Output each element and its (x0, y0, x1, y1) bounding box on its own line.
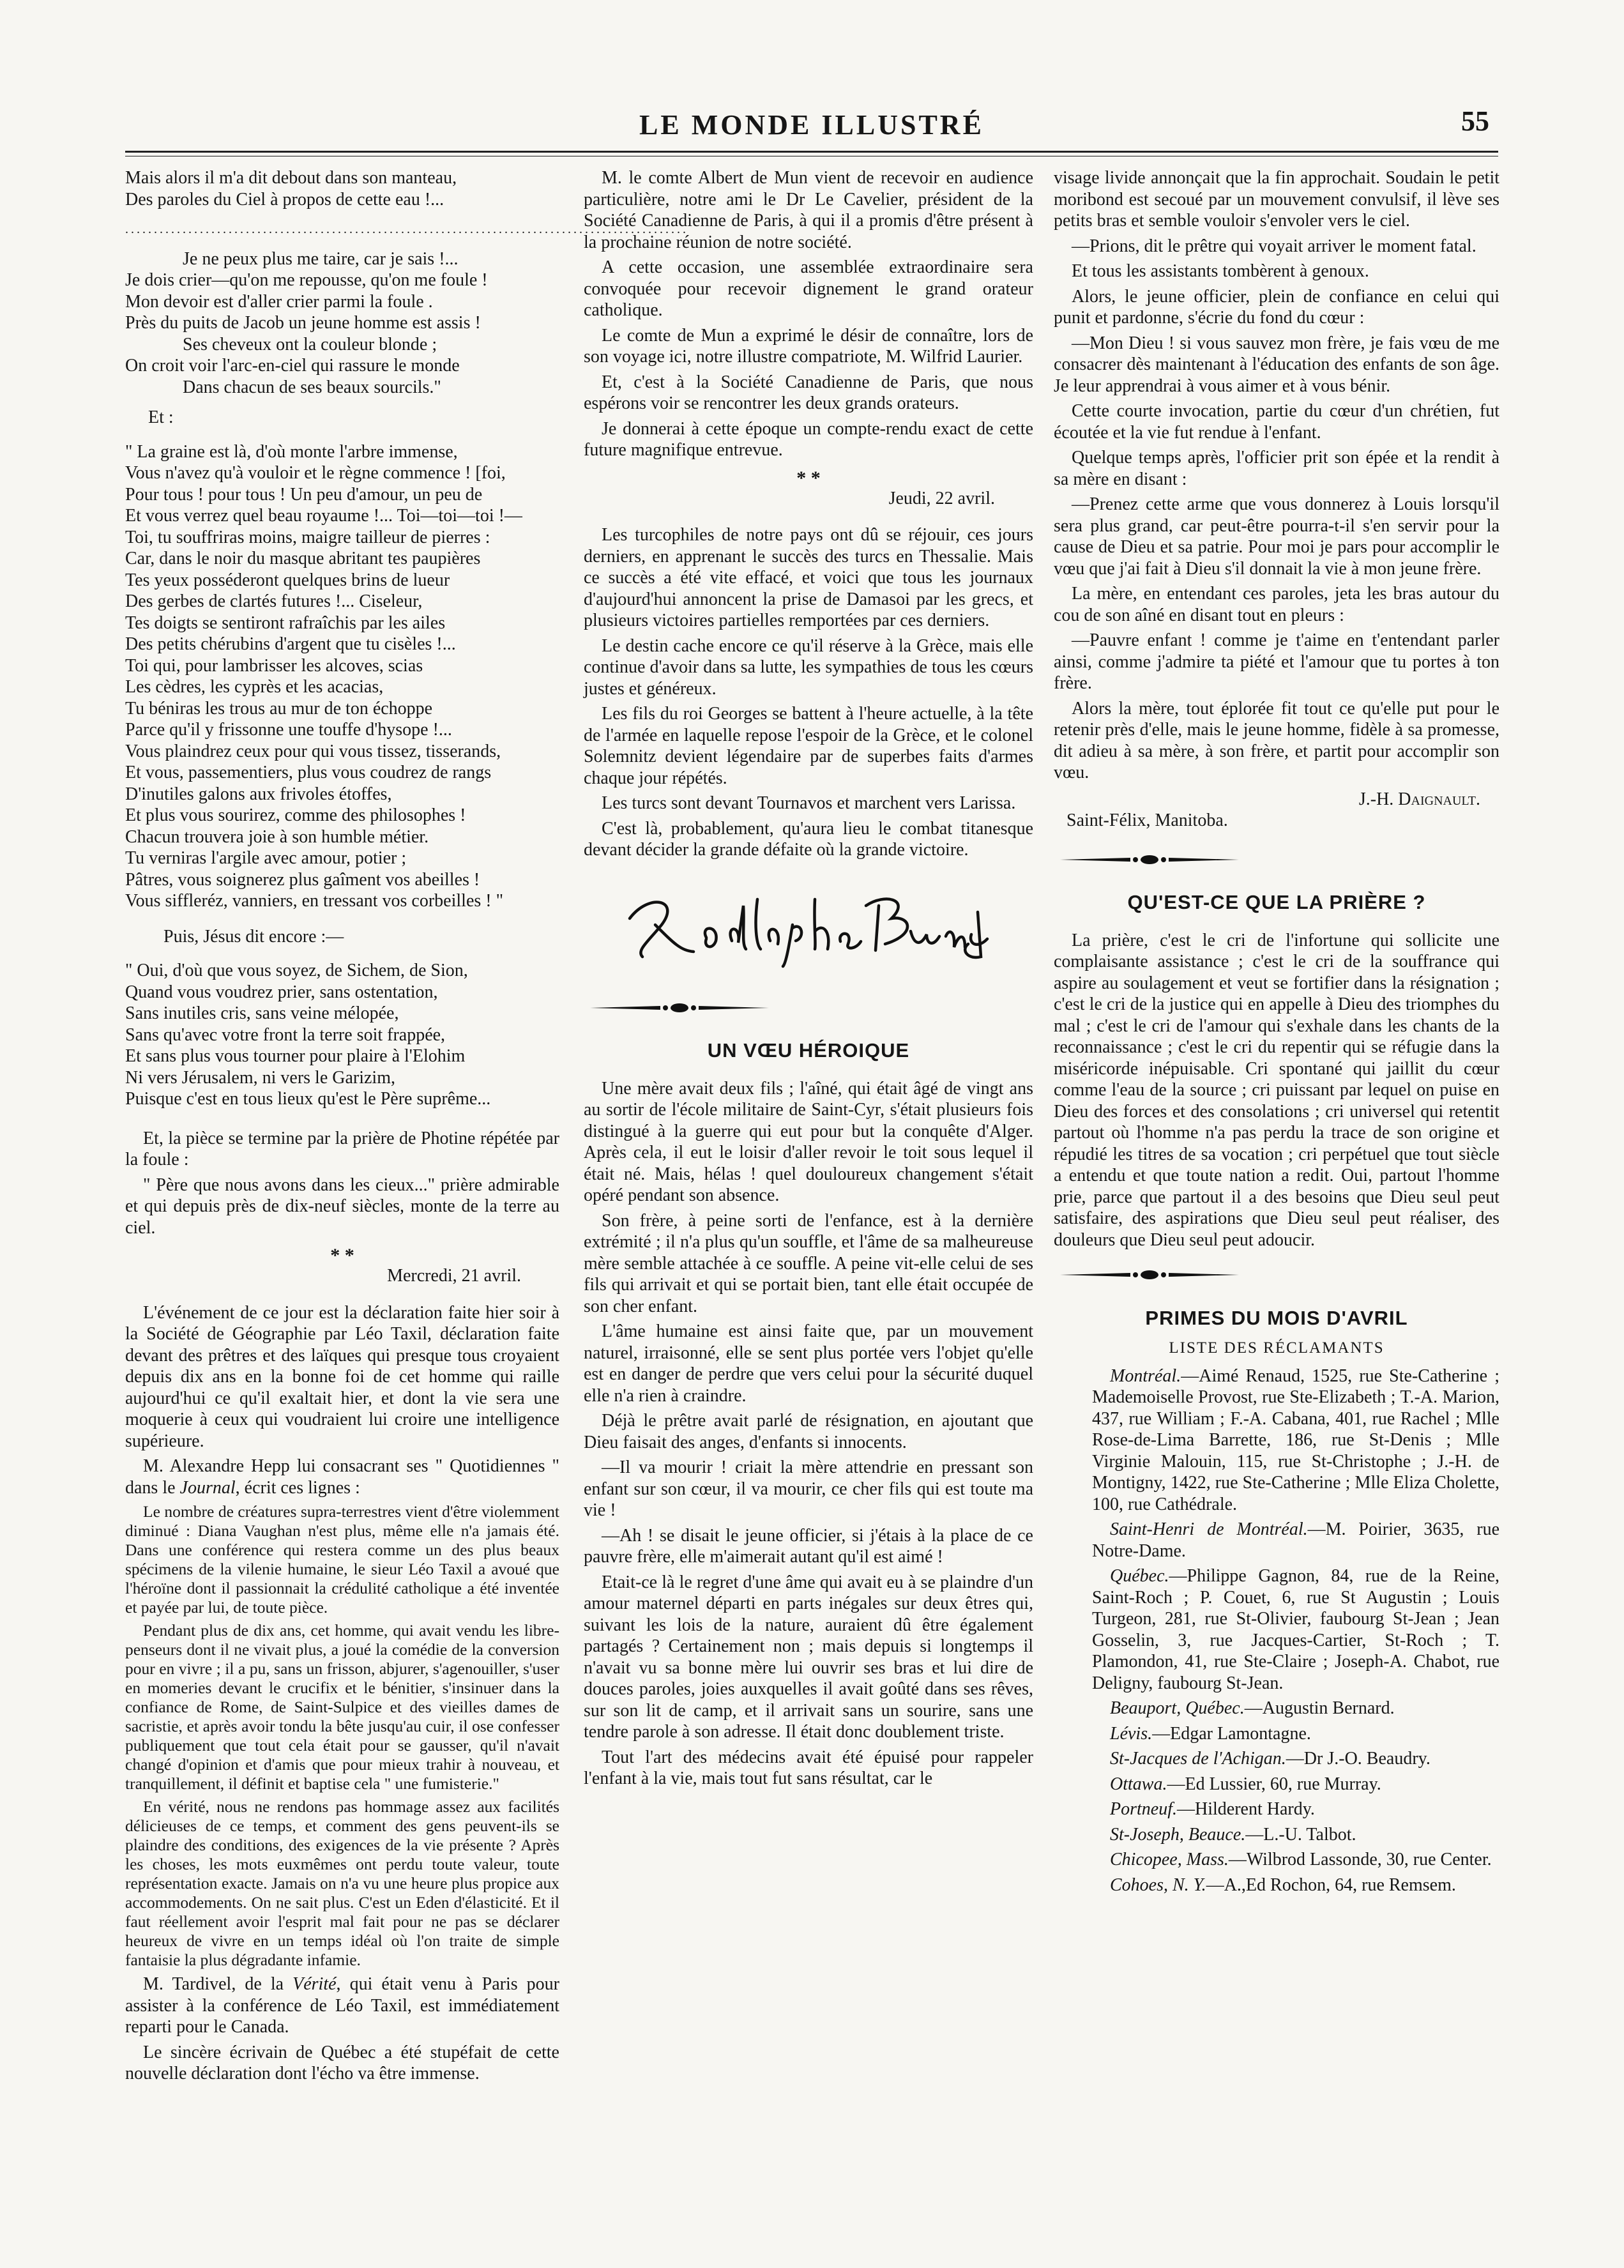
claim-location: Québec. (1110, 1566, 1169, 1586)
poem-excerpt-2 (125, 248, 559, 399)
paragraph: La prière, c'est le cri de l'infortune qui sollicite une complaisante assistance ; c'est le cri de la souffrance qui aspire au soulagement et veut se fortifier dans la résignation ; c'est le cri de la justice qui en appelle à Dieu des triomphes du mal ; c'est le cri de l'amour qui s'exhale dans les chants de la reconnaissance ; c'est le cri du repentir qui se réfugie dans la miséricorde inépuisable. Cri spontané qui jaillit du cœur comme l'eau de la source ; cri puissant par lequel on puise en Dieu des forces et des consolations ; cri universel qui retentit partout où l'homme n'a pas perdu la trace de son origine et répudié les titres de sa vocation ; cri perpétuel que tout siècle a entendu et que toute nation a redit. Oui, partout l'homme prie, parce que partout il a des besoins que Dieu seul peut satisfaire, des aspirations que Dieu seul peut réaliser, des douleurs que Dieu seul peut adoucir. (1054, 930, 1499, 1250)
paragraph: —Ah ! se disait le jeune officier, si j'étais à la place de ce pauvre frère, elle m'aimerait autant qu'il est aimé ! (584, 1525, 1033, 1567)
poem-line: Toi, tu souffriras moins, maigre tailleur de pierres : (125, 527, 490, 547)
poem-line: Ses cheveux ont la couleur blonde ; (183, 334, 437, 354)
article-subheading: LISTE DES RÉCLAMANTS (1169, 1339, 1385, 1357)
poem-line: Des petits chérubins d'argent que tu cisèles !... (125, 634, 456, 654)
claim-text: —M. Poirier, 3635, rue Notre-Dame. (1092, 1519, 1500, 1561)
claim-location: St-Joseph, Beauce. (1110, 1824, 1246, 1845)
section-stars: * * (330, 1245, 354, 1266)
paragraph: M. le comte Albert de Mun vient de recevoir en audience particulière, notre ami le Dr Le Cavelier, président de la Société Canadienne de Paris, à qui il a promis d'être présent à la prochaine réunion de notre société. (584, 168, 1033, 252)
ornament-divider (584, 1001, 775, 1014)
poem-line: Tu verniras l'argile avec amour, potier ; (125, 848, 407, 868)
quoted-paragraph: En vérité, nous ne rendons pas hommage assez aux facilités délicieuses de ce temps, et comment des gens peuvent-ils se plaindre des conditions, des exigences de la vie présente ? Après les choses, les mots euxmêmes ont perdu toute valeur, toute représentation exacte. Jamais on n'a vu une heure plus propice aux accommodements. On ne sait plus. C'est un Eden d'élasticité. Et il faut réellement avoir l'esprit mal fait pour ne pas se déclarer heureux de vivre en un temps idéal où l'on traite de simple fantaisie la plus dégradante infamie. (125, 1797, 559, 1969)
quoted-paragraph: Le nombre de créatures supra-terrestres vient d'être violemment diminué : Diana Vaughan n'est plus, même elle n'a jamais été. Dans une conférence qui restera comme un des plus beaux spécimens de la vilenie humaine, le sieur Léo Taxil a avoué que l'héroïne dont il passionnait la crédulité catholique a été inventée et payée par lui, de toute pièce. (125, 1502, 559, 1617)
paragraph: Le comte de Mun a exprimé le désir de connaître, lors de son voyage ici, notre illustre compatriote, M. Wilfrid Laurier. (584, 325, 1033, 367)
list-item (1054, 1698, 1499, 1719)
article-heading: QU'EST-CE QUE LA PRIÈRE ? (1127, 891, 1426, 913)
journal-title: Journal (179, 1477, 236, 1498)
poem-line: Puisque c'est en tous lieux qu'est le Père suprême... (125, 1089, 491, 1109)
paragraph: visage livide annonçait que la fin approchait. Soudain le petit moribond est secoué par un mouvement convulsif, il lève ses petits bras et semble vouloir s'envoler vers le ciel. (1054, 168, 1499, 231)
text-run: , écrit ces lignes : (235, 1477, 360, 1498)
paragraph: Et tous les assistants tombèrent à genoux. (1072, 261, 1369, 281)
puis-line: Puis, Jésus dit encore :— (163, 926, 344, 947)
dateline: Mercredi, 21 avril. (387, 1266, 521, 1286)
list-item (1054, 1565, 1499, 1694)
claim-text: —Aimé Renaud, 1525, rue Ste-Catherine ; Mademoiselle Provost, rue Ste-Elizabeth ; T.-A. Marion, 437, rue William ; F.-A. Cabana, 401, rue Rachel ; Mlle Rose-de-Lima Barrette, 186, rue St-Denis ; Mlle Virginie Malouin, 115, rue St-Christophe ; J.-H. de Montigny, 1422, rue Ste-Catherine ; Mlle Eliza Cholette, 100, rue Cathédrale. (1092, 1366, 1499, 1514)
poem-line: Sans inutiles cris, sans veine mélopée, (125, 1003, 399, 1023)
text-run: , qui était venu à Paris pour assister à la conférence de Léo Taxil, est immédiatement reparti pour le Canada. (125, 1974, 559, 2037)
claim-location: Chicopee, Mass. (1110, 1850, 1229, 1869)
claim-location: Saint-Henri de Montréal. (1110, 1519, 1308, 1539)
list-item (1054, 1849, 1499, 1871)
text-run: M. Alexandre Hepp lui consacrant ses " Quotidiennes " dans le (125, 1456, 559, 1498)
paragraph: Les turcs sont devant Tournavos et marchent vers Larissa. (602, 793, 1016, 813)
author-signature: J.-H. Daignault. (1358, 789, 1480, 809)
article-heading: UN VŒU HÉROIQUE (707, 1039, 910, 1062)
dateline: Jeudi, 22 avril. (888, 488, 995, 508)
poem-line: Des paroles du Ciel à propos de cette eau !... (125, 189, 444, 209)
paragraph: Cette courte invocation, partie du cœur d'un chrétien, fut écoutée et la vie fut rendue à l'enfant. (1054, 401, 1499, 443)
poem-line: Des gerbes de clartés futures !... Ciseleur, (125, 591, 423, 611)
paragraph: —Pauvre enfant ! comme je t'aime en t'entendant parler ainsi, comme j'admire ta piété et l'amour que tu portes à ton frère. (1054, 630, 1499, 693)
poem-line: Tes yeux posséderont quelques brins de lueur (125, 570, 450, 590)
poem-line: Pâtres, vous soignerez plus gaîment vos abeilles ! (125, 869, 480, 890)
poem-line: Dans chacun de ses beaux sourcils." (183, 377, 441, 397)
claim-location: Portneuf. (1110, 1799, 1177, 1819)
claim-text: —Philippe Gagnon, 84, rue de la Reine, Saint-Roch ; P. Couet, 6, rue St Augustin ; Louis Turgeon, 281, rue St-Olivier, faubourg St-Jean ; Jean Gosselin, 3, rue Jacques-Cartier, St-Roch ; T. Plamondon, 41, rue Ste-Claire ; Joseph-A. Chabot, rue Deligny, faubourg St-Jean. (1092, 1566, 1499, 1693)
claim-location: Beauport, Québec. (1110, 1698, 1245, 1718)
poem-line: Ni vers Jérusalem, ni vers le Garizim, (125, 1067, 395, 1088)
paragraph: Et, la pièce se termine par la prière de Photine répétée par la foule : (125, 1128, 559, 1169)
poem-line: Je ne peux plus me taire, car je sais !... (183, 248, 459, 269)
poem-line: D'inutiles galons aux frivoles étoffes, (125, 784, 392, 804)
claim-location: Lévis. (1110, 1723, 1153, 1744)
poem-line: Tu béniras les trous au mur de ton échoppe (125, 698, 433, 719)
masthead (125, 102, 1498, 147)
poem-line: Parce qu'il y frissonne une touffe d'hysope !... (125, 720, 452, 740)
claim-location: St-Jacques de l'Achigan. (1110, 1749, 1286, 1769)
poem-excerpt-1 (125, 167, 559, 210)
paragraph: Tout l'art des médecins avait été épuisé pour rappeler l'enfant à la vie, mais tout fut sans résultat, car le (584, 1747, 1033, 1788)
paragraph: La mère, en entendant ces paroles, jeta les bras autour du cou de son aîné en disant tout en pleurs : (1054, 584, 1499, 625)
paragraph: —Prenez cette arme que vous donnerez à Louis lorsqu'il sera plus grand, car peut-être pourra-t-il s'en servir pour la cause de Dieu et sa patrie. Pour moi je pars pour accomplir le vœu que j'ai fait à Dieu s'il donnait la vie à mon jeune frère. (1054, 494, 1499, 579)
paragraph: Le sincère écrivain de Québec a été stupéfait de cette nouvelle déclaration dont l'écho va être immense. (125, 2042, 559, 2083)
poem-line: Car, dans le noir du masque abritant tes paupières (125, 549, 481, 568)
paragraph: Alors, le jeune officier, plein de confiance en celui qui punit et pardonne, s'écrie du fond du cœur : (1054, 286, 1499, 328)
poem-line: Mais alors il m'a dit debout dans son manteau, (125, 168, 457, 188)
column-2 (584, 167, 1033, 2249)
newspaper-title: LE MONDE ILLUSTRÉ (639, 109, 984, 141)
claim-location: Montréal. (1110, 1366, 1181, 1386)
handwritten-signature (611, 880, 1006, 970)
poem-line: Vous n'avez qu'à vouloir et le règne commence ! [foi, (125, 463, 506, 483)
claim-text: —Ed Lussier, 60, rue Murray. (1167, 1774, 1381, 1794)
paragraph: L'événement de ce jour est la déclaration faite hier soir à la Société de Géographie par Léo Taxil, déclaration faite devant des prêtres et des laïques qui presque tous croyaient depuis dix ans en la bonne foi de cet homme qui raille aujourd'hui ce qu'il exaltait hier, et dont la vie sera une moquerie à ceux qui voudraient lui croire une intelligence supérieure. (125, 1302, 559, 1451)
poem-line: Les cèdres, les cyprès et les acacias, (125, 677, 384, 697)
author-place: Saint-Félix, Manitoba. (1066, 811, 1228, 830)
paragraph: Les fils du roi Georges se battent à l'heure actuelle, à la tête de l'armée en laquelle repose l'espoir de la Grèce, et le colonel Solemnitz devient légendaire par de superbes faits d'armes chaque jour répétés. (584, 704, 1033, 788)
page-number: 55 (1461, 105, 1489, 137)
claim-text: —Edgar Lamontagne. (1152, 1723, 1311, 1744)
article-heading: PRIMES DU MOIS D'AVRIL (1145, 1306, 1408, 1329)
poem-line: Mon devoir est d'aller crier parmi la foule . (125, 291, 433, 312)
poem-line: Et vous, passementiers, plus vous coudrez de rangs (125, 763, 492, 782)
poem-line: Je dois crier—qu'on me repousse, qu'on me foule ! (125, 270, 488, 290)
paragraph: Je donnerai à cette époque un compte-rendu exact de cette future magnifique entrevue. (584, 418, 1033, 460)
claim-text: —Dr J.-O. Beaudry. (1286, 1749, 1430, 1769)
poem-line: Vous siffleréz, vanniers, en tressant vos corbeilles ! " (125, 891, 504, 911)
claim-location: Cohoes, N. Y. (1110, 1875, 1206, 1895)
list-item (1054, 1875, 1499, 1896)
claimants-list (1054, 1366, 1499, 1896)
paragraph (125, 1456, 559, 1498)
text-run: M. Tardivel, de la (143, 1974, 293, 1994)
claim-text: —Wilbrod Lassonde, 30, rue Center. (1228, 1850, 1492, 1869)
header-rule-top (125, 151, 1498, 153)
claim-text: —A.,Ed Rochon, 64, rue Remsem. (1206, 1875, 1456, 1895)
poem-line: " Oui, d'où que vous soyez, de Sichem, de Sion, (125, 961, 468, 980)
paragraph: Les turcophiles de notre pays ont dû se réjouir, ces jours derniers, en apprenant le succès des turcs en Thessalie. Mais ce succès a été vite effacé, et voici que tous les journaux d'aujourd'hui annoncent la prise de Damasoi par les grecs, et plusieurs victoires partielles remportées par ces derniers. (584, 525, 1033, 630)
poem-line: Et vous verrez quel beau royaume !... Toi—toi—toi !— (125, 506, 522, 526)
paragraph: Le destin cache encore ce qu'il réserve à la Grèce, mais elle continue d'avoir dans sa lutte, les sympathies de tous les cœurs justes et généreux. (584, 635, 1033, 699)
paragraph: Une mère avait deux fils ; l'aîné, qui était âgé de vingt ans au sortir de l'école militaire de Saint-Cyr, s'était plusieurs fois distingué à la guerre qui eut pour but la conquête d'Alger. Après cela, il eut le loisir d'aller revoir le toit sous lequel il était né. Mais, hélas ! quel douloureux changement s'était opéré pendant son absence. (584, 1078, 1033, 1205)
poem-line: Tes doigts se sentiront rafraîchis par les ailes (125, 613, 446, 633)
et-line: Et : (148, 407, 174, 427)
list-item (1054, 1519, 1499, 1562)
list-item (1054, 1799, 1499, 1820)
poem-line: Vous plaindrez ceux pour qui vous tissez, tisserands, (125, 741, 501, 761)
paragraph: Quelque temps après, l'officier prit son épée et la rendit à sa mère en disant : (1054, 448, 1499, 489)
poem-line: Et sans plus vous tourner pour plaire à l'Elohim (125, 1046, 466, 1066)
poem-excerpt-4 (125, 960, 559, 1110)
poem-line: On croit voir l'arc-en-ciel qui rassure le monde (125, 356, 460, 376)
list-item (1054, 1774, 1499, 1795)
paragraph: Son frère, à peine sorti de l'enfance, est à la dernière extrémité ; il n'a plus qu'un souffle, et l'âme de sa malheureuse mère semble attachée à ce souffle. A peine vit-elle celui de ses fils qui arrivait et qui se portait bien, tant elle était occupée de son cher enfant. (584, 1210, 1033, 1316)
poem-line: Quand vous voudrez prier, sans ostentation, (125, 982, 438, 1002)
ornament-divider (1054, 853, 1245, 866)
claim-text: —Augustin Bernard. (1244, 1698, 1395, 1718)
paragraph: —Il va mourir ! criait la mère attendrie en pressant son enfant sur son cœur, il va mourir, ce cher fils qui est toute ma vie ! (584, 1457, 1033, 1520)
poem-line: " La graine est là, d'où monte l'arbre immense, (125, 441, 458, 462)
ellipsis-divider: .................................................................................................. (125, 222, 688, 236)
poem-line: Toi qui, pour lambrisser les alcoves, scias (125, 655, 423, 676)
paragraph: L'âme humaine est ainsi faite que, par un mouvement naturel, irraisonné, elle se sent plus portée vers l'objet qu'elle est en danger de perdre que vers celui pour la sécurité duquel elle n'a rien à craindre. (584, 1321, 1033, 1406)
ornament-divider (1054, 1268, 1245, 1281)
paragraph: A cette occasion, une assemblée extraordinaire sera convoquée pour recevoir dignement le grand orateur catholique. (584, 257, 1033, 320)
paragraph: Alors la mère, tout éplorée fit tout ce qu'elle put pour le retenir près d'elle, mais le jeune homme, fidèle à sa promesse, dit adieu à sa mère, à son frère, et partit pour accomplir son vœu. (1054, 698, 1499, 782)
section-stars: * * (796, 467, 821, 489)
column-3 (1054, 167, 1499, 2249)
poem-line: Chacun trouvera joie à son humble métier. (125, 826, 429, 847)
list-item (1054, 1748, 1499, 1770)
claim-text: —Hilderent Hardy. (1177, 1799, 1315, 1819)
paragraph: Déjà le prêtre avait parlé de résignation, en ajoutant que Dieu faisait des anges, d'enfants si innocents. (584, 1411, 1033, 1452)
paragraph: " Père que nous avons dans les cieux..." prière admirable et qui depuis près de dix-neuf siècles, monte de la terre au ciel. (125, 1175, 559, 1238)
poem-line: Et plus vous sourirez, comme des philosophes ! (125, 805, 466, 825)
poem-line: Pour tous ! pour tous ! Un peu d'amour, un peu de (125, 484, 483, 505)
quoted-paragraph: Pendant plus de dix ans, cet homme, qui avait vendu les libre-penseurs dont il ne vivait plus, a joué la comédie de la conversion pour en vivre ; il a pu, sans un frisson, abjurer, s'agenouiller, s'user en momeries devant le crucifix et le bénitier, s'insinuer dans la confiance de Rome, de Saint-Sulpice et des vieilles dames de sacristie, et après avoir tondu la bête jusqu'au cuir, il ose confesser publiquement que tout cela était pour se gausser, qu'il n'avait changé d'opinion et d'amis que pour mieux trahir à nouveau, et tranquillement, il définit et baptise cela " une fumisterie." (125, 1621, 559, 1793)
paragraph: Etait-ce là le regret d'une âme qui avait eu à se plaindre d'un amour maternel départi en parts inégales sur deux êtres qui, suivant les lois de la nature, auraient dû être également partagés ? Certainement non ; mais depuis si longtemps il n'avait vu sa bonne mère lui ouvrir ses bras et lui dire de douces paroles, joies auxquelles il avait goûté dans ses rêves, sur son lit de camp, et il arrivait sans un sourire, sans une tendre parole à son adresse. Il était donc doublement triste. (584, 1572, 1033, 1742)
paragraph: —Prions, dit le prêtre qui voyait arriver le moment fatal. (1072, 236, 1476, 256)
list-item (1054, 1366, 1499, 1516)
claim-text: —L.-U. Talbot. (1245, 1824, 1356, 1845)
paragraph: C'est là, probablement, qu'aura lieu le combat titanesque devant décider la grande défaite où la grande victoire. (584, 818, 1033, 860)
list-item (1054, 1824, 1499, 1846)
paragraph (125, 1974, 559, 2038)
poem-line: Près du puits de Jacob un jeune homme est assis ! (125, 313, 481, 333)
column-1 (125, 167, 688, 2249)
journal-title: Vérité (292, 1974, 337, 1994)
poem-line: Sans qu'avec votre front la terre soit frappée, (125, 1024, 446, 1045)
claim-location: Ottawa. (1110, 1774, 1167, 1794)
list-item (1054, 1723, 1499, 1745)
paragraph: Et, c'est à la Société Canadienne de Paris, que nous espérons voir se rencontrer les deux grands orateurs. (584, 372, 1033, 413)
paragraph: —Mon Dieu ! si vous sauvez mon frère, je fais vœu de me consacrer dès maintenant à l'éducation des enfants de son âge. Je leur apprendrai à vous aimer et à vous bénir. (1054, 333, 1499, 396)
poem-excerpt-3 (125, 441, 559, 912)
